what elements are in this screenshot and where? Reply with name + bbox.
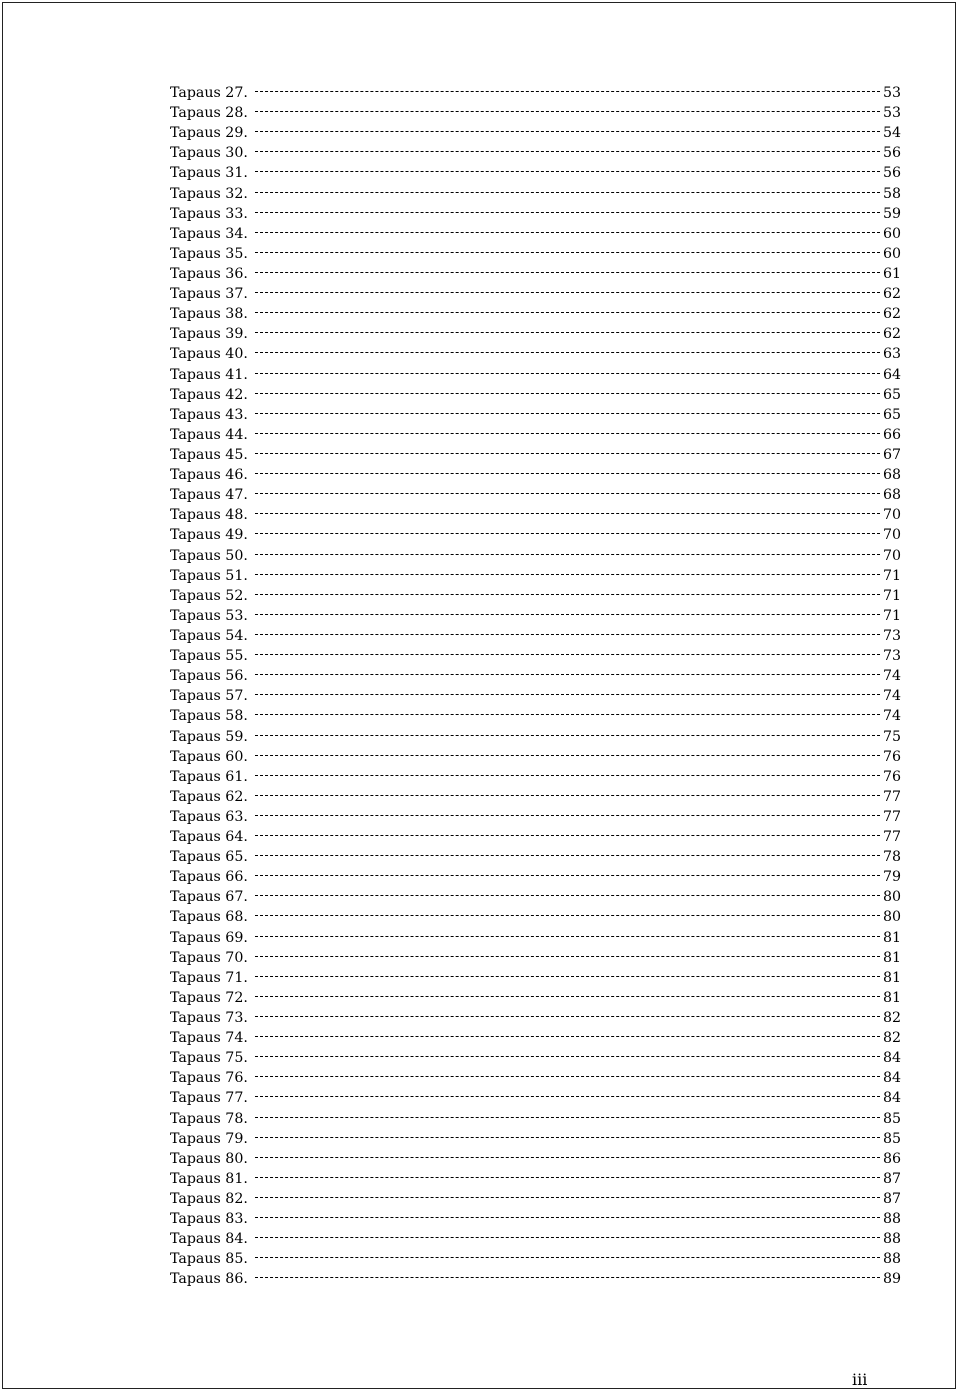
toc-entry-label: Tapaus 32. [170,185,248,202]
page-number: iii [852,1370,868,1389]
toc-dash-leader [255,574,880,575]
toc-dash-leader [255,554,880,555]
toc-entry-page-number: 65 [882,386,901,403]
toc-entry-page-number: 80 [882,889,901,906]
toc-entry-label: Tapaus 86. [170,1271,248,1288]
toc-entry-label: Tapaus 59. [170,728,248,745]
toc-entry-label: Tapaus 40. [170,346,248,363]
toc-entry-page-number: 62 [882,286,901,303]
toc-entry[interactable] [170,706,901,726]
toc-entry[interactable] [170,767,901,787]
toc-entry-page-number: 73 [882,648,901,665]
toc-dash-leader [255,413,880,414]
toc-dash-leader [255,996,880,997]
toc-dash-leader [255,875,880,876]
toc-entry[interactable] [170,365,901,385]
toc-dash-leader [255,1197,880,1198]
toc-entry[interactable] [170,344,901,364]
toc-entry-page-number: 71 [882,587,901,604]
toc-dash-leader [255,956,880,957]
toc-entry-page-number: 53 [882,105,901,122]
toc-entry-label: Tapaus 53. [170,607,248,624]
toc-entry[interactable] [170,1088,901,1108]
toc-entry[interactable] [170,485,901,505]
toc-entry[interactable] [170,425,901,445]
toc-entry[interactable] [170,747,901,767]
toc-entry-label: Tapaus 33. [170,205,248,222]
toc-entry[interactable] [170,948,901,968]
toc-entry-label: Tapaus 60. [170,748,248,765]
toc-dash-leader [255,192,880,193]
toc-dash-leader [255,393,880,394]
toc-entry-page-number: 70 [882,547,901,564]
toc-entry[interactable] [170,586,901,606]
toc-entry-page-number: 68 [882,487,901,504]
toc-entry[interactable] [170,606,901,626]
toc-entry[interactable] [170,1109,901,1129]
toc-dash-leader [255,674,880,675]
toc-dash-leader [255,634,880,635]
toc-entry[interactable] [170,968,901,988]
toc-entry-label: Tapaus 51. [170,567,248,584]
toc-entry[interactable] [170,807,901,827]
toc-dash-leader [255,533,880,534]
toc-entry-label: Tapaus 65. [170,849,248,866]
toc-entry-label: Tapaus 58. [170,708,248,725]
toc-dash-leader [255,151,880,152]
toc-entry[interactable] [170,626,901,646]
toc-dash-leader [255,775,880,776]
toc-entry-label: Tapaus 71. [170,969,248,986]
toc-entry-page-number: 76 [882,748,901,765]
toc-entry[interactable] [170,83,901,103]
toc-entry-page-number: 85 [882,1130,901,1147]
toc-entry-page-number: 56 [882,145,901,162]
toc-dash-leader [255,1177,880,1178]
table-of-contents [170,83,901,1290]
toc-entry-label: Tapaus 41. [170,366,248,383]
toc-entry-label: Tapaus 27. [170,85,248,101]
toc-entry-label: Tapaus 55. [170,648,248,665]
toc-dash-leader [255,1117,880,1118]
toc-entry-page-number: 61 [882,265,901,282]
toc-dash-leader [255,171,880,172]
toc-entry-label: Tapaus 66. [170,869,248,886]
toc-entry[interactable] [170,1249,901,1269]
toc-entry[interactable] [170,1169,901,1189]
toc-entry-label: Tapaus 35. [170,245,248,262]
toc-dash-leader [255,755,880,756]
toc-dash-leader [255,654,880,655]
toc-entry[interactable] [170,284,901,304]
toc-entry[interactable] [170,1008,901,1028]
toc-entry[interactable] [170,163,901,183]
toc-entry[interactable] [170,143,901,163]
toc-dash-leader [255,976,880,977]
toc-entry[interactable] [170,1048,901,1068]
toc-entry[interactable] [170,204,901,224]
toc-entry-page-number: 56 [882,165,901,182]
toc-entry[interactable] [170,907,901,927]
toc-entry-page-number: 88 [882,1251,901,1268]
toc-entry-page-number: 53 [882,85,901,101]
toc-entry-page-number: 81 [882,949,901,966]
toc-dash-leader [255,1036,880,1037]
toc-entry-label: Tapaus 62. [170,788,248,805]
toc-dash-leader [255,895,880,896]
toc-entry-page-number: 74 [882,668,901,685]
toc-entry[interactable] [170,1269,901,1289]
toc-entry-page-number: 70 [882,527,901,544]
toc-dash-leader [255,1137,880,1138]
toc-dash-leader [255,1096,880,1097]
toc-entry[interactable] [170,1028,901,1048]
toc-entry-page-number: 71 [882,607,901,624]
toc-dash-leader [255,252,880,253]
toc-entry-page-number: 84 [882,1090,901,1107]
toc-entry-page-number: 63 [882,346,901,363]
toc-dash-leader [255,493,880,494]
toc-entry[interactable] [170,304,901,324]
toc-entry-page-number: 73 [882,627,901,644]
toc-entry-label: Tapaus 36. [170,265,248,282]
toc-entry-label: Tapaus 74. [170,1030,248,1047]
toc-entry-label: Tapaus 46. [170,467,248,484]
toc-dash-leader [255,453,880,454]
toc-dash-leader [255,855,880,856]
toc-dash-leader [255,212,880,213]
toc-entry-page-number: 87 [882,1191,901,1208]
toc-entry-label: Tapaus 43. [170,406,248,423]
toc-entry-page-number: 87 [882,1170,901,1187]
toc-entry[interactable] [170,103,901,123]
toc-entry-label: Tapaus 38. [170,306,248,323]
toc-entry[interactable] [170,445,901,465]
toc-dash-leader [255,373,880,374]
toc-entry[interactable] [170,887,901,907]
toc-entry-label: Tapaus 68. [170,909,248,926]
toc-entry-page-number: 82 [882,1010,901,1027]
toc-entry-label: Tapaus 45. [170,446,248,463]
toc-entry-label: Tapaus 72. [170,989,248,1006]
toc-dash-leader [255,91,880,92]
toc-entry-label: Tapaus 78. [170,1110,248,1127]
toc-entry[interactable] [170,224,901,244]
toc-entry[interactable] [170,928,901,948]
toc-entry-page-number: 59 [882,205,901,222]
toc-entry[interactable] [170,727,901,747]
toc-entry-label: Tapaus 39. [170,326,248,343]
toc-entry-label: Tapaus 29. [170,125,248,142]
toc-entry-label: Tapaus 52. [170,587,248,604]
toc-entry-label: Tapaus 37. [170,286,248,303]
toc-entry-label: Tapaus 85. [170,1251,248,1268]
toc-entry-label: Tapaus 64. [170,829,248,846]
toc-entry-page-number: 84 [882,1070,901,1087]
toc-dash-leader [255,1217,880,1218]
toc-entry-page-number: 88 [882,1211,901,1228]
toc-entry-label: Tapaus 70. [170,949,248,966]
toc-entry-label: Tapaus 76. [170,1070,248,1087]
toc-dash-leader [255,1277,880,1278]
toc-dash-leader [255,1076,880,1077]
toc-entry-page-number: 65 [882,406,901,423]
toc-dash-leader [255,513,880,514]
toc-dash-leader [255,835,880,836]
toc-entry-page-number: 80 [882,909,901,926]
toc-dash-leader [255,694,880,695]
toc-entry-page-number: 89 [882,1271,901,1288]
toc-dash-leader [255,272,880,273]
toc-entry[interactable] [170,123,901,143]
toc-entry-label: Tapaus 77. [170,1090,248,1107]
toc-entry-label: Tapaus 49. [170,527,248,544]
toc-entry[interactable] [170,244,901,264]
toc-entry-page-number: 75 [882,728,901,745]
toc-entry-label: Tapaus 81. [170,1170,248,1187]
toc-entry-label: Tapaus 47. [170,487,248,504]
toc-entry[interactable] [170,847,901,867]
toc-dash-leader [255,1056,880,1057]
toc-dash-leader [255,936,880,937]
toc-dash-leader [255,614,880,615]
toc-entry-page-number: 62 [882,306,901,323]
toc-entry-page-number: 85 [882,1110,901,1127]
toc-dash-leader [255,795,880,796]
toc-entry-page-number: 86 [882,1150,901,1167]
toc-entry[interactable] [170,1209,901,1229]
toc-entry-label: Tapaus 80. [170,1150,248,1167]
toc-entry-label: Tapaus 28. [170,105,248,122]
toc-entry-label: Tapaus 73. [170,1010,248,1027]
toc-entry[interactable] [170,405,901,425]
toc-entry-label: Tapaus 54. [170,627,248,644]
toc-entry[interactable] [170,1189,901,1209]
toc-dash-leader [255,594,880,595]
toc-entry-page-number: 70 [882,507,901,524]
toc-entry[interactable] [170,988,901,1008]
toc-entry-label: Tapaus 57. [170,688,248,705]
toc-dash-leader [255,473,880,474]
toc-entry-page-number: 67 [882,446,901,463]
toc-entry[interactable] [170,465,901,485]
toc-dash-leader [255,312,880,313]
toc-entry-page-number: 77 [882,829,901,846]
toc-dash-leader [255,292,880,293]
toc-entry-page-number: 77 [882,808,901,825]
toc-entry[interactable] [170,324,901,344]
toc-entry-label: Tapaus 48. [170,507,248,524]
toc-entry-page-number: 60 [882,225,901,242]
toc-entry-page-number: 77 [882,788,901,805]
toc-entry-page-number: 84 [882,1050,901,1067]
toc-entry-page-number: 64 [882,366,901,383]
toc-entry[interactable] [170,566,901,586]
toc-entry-page-number: 79 [882,869,901,886]
toc-entry-page-number: 82 [882,1030,901,1047]
toc-entry-label: Tapaus 42. [170,386,248,403]
toc-entry-page-number: 76 [882,768,901,785]
toc-dash-leader [255,1257,880,1258]
toc-entry-page-number: 58 [882,185,901,202]
toc-entry-page-number: 66 [882,426,901,443]
toc-entry[interactable] [170,867,901,887]
toc-entry-page-number: 71 [882,567,901,584]
toc-dash-leader [255,714,880,715]
toc-entry[interactable] [170,1129,901,1149]
toc-dash-leader [255,815,880,816]
toc-dash-leader [255,131,880,132]
toc-entry-label: Tapaus 50. [170,547,248,564]
toc-entry-label: Tapaus 31. [170,165,248,182]
toc-entry[interactable] [170,525,901,545]
toc-entry[interactable] [170,1149,901,1169]
toc-entry[interactable] [170,666,901,686]
toc-entry-page-number: 60 [882,245,901,262]
toc-entry-page-number: 74 [882,688,901,705]
toc-dash-leader [255,915,880,916]
toc-entry[interactable] [170,1068,901,1088]
toc-dash-leader [255,111,880,112]
toc-dash-leader [255,735,880,736]
toc-entry-page-number: 81 [882,989,901,1006]
toc-dash-leader [255,433,880,434]
toc-entry-label: Tapaus 67. [170,889,248,906]
toc-entry-page-number: 88 [882,1231,901,1248]
toc-dash-leader [255,232,880,233]
toc-entry[interactable] [170,787,901,807]
toc-entry-label: Tapaus 56. [170,668,248,685]
toc-entry-page-number: 81 [882,929,901,946]
toc-entry-page-number: 54 [882,125,901,142]
toc-entry-label: Tapaus 83. [170,1211,248,1228]
toc-entry-label: Tapaus 84. [170,1231,248,1248]
toc-entry-label: Tapaus 34. [170,225,248,242]
toc-entry[interactable] [170,546,901,566]
toc-entry[interactable] [170,264,901,284]
toc-entry-label: Tapaus 63. [170,808,248,825]
toc-dash-leader [255,1016,880,1017]
toc-entry-page-number: 68 [882,467,901,484]
toc-entry-page-number: 74 [882,708,901,725]
toc-entry[interactable] [170,385,901,405]
toc-entry-page-number: 78 [882,849,901,866]
toc-entry[interactable] [170,827,901,847]
toc-entry-page-number: 81 [882,969,901,986]
toc-dash-leader [255,332,880,333]
toc-entry[interactable] [170,686,901,706]
toc-entry-label: Tapaus 61. [170,768,248,785]
toc-entry[interactable] [170,184,901,204]
toc-entry[interactable] [170,1229,901,1249]
toc-dash-leader [255,1237,880,1238]
toc-dash-leader [255,1157,880,1158]
toc-entry-label: Tapaus 44. [170,426,248,443]
toc-entry-label: Tapaus 82. [170,1191,248,1208]
toc-entry-page-number: 62 [882,326,901,343]
toc-entry[interactable] [170,505,901,525]
toc-entry-label: Tapaus 69. [170,929,248,946]
toc-entry-label: Tapaus 79. [170,1130,248,1147]
toc-entry-label: Tapaus 30. [170,145,248,162]
toc-dash-leader [255,352,880,353]
toc-entry[interactable] [170,646,901,666]
toc-entry-label: Tapaus 75. [170,1050,248,1067]
